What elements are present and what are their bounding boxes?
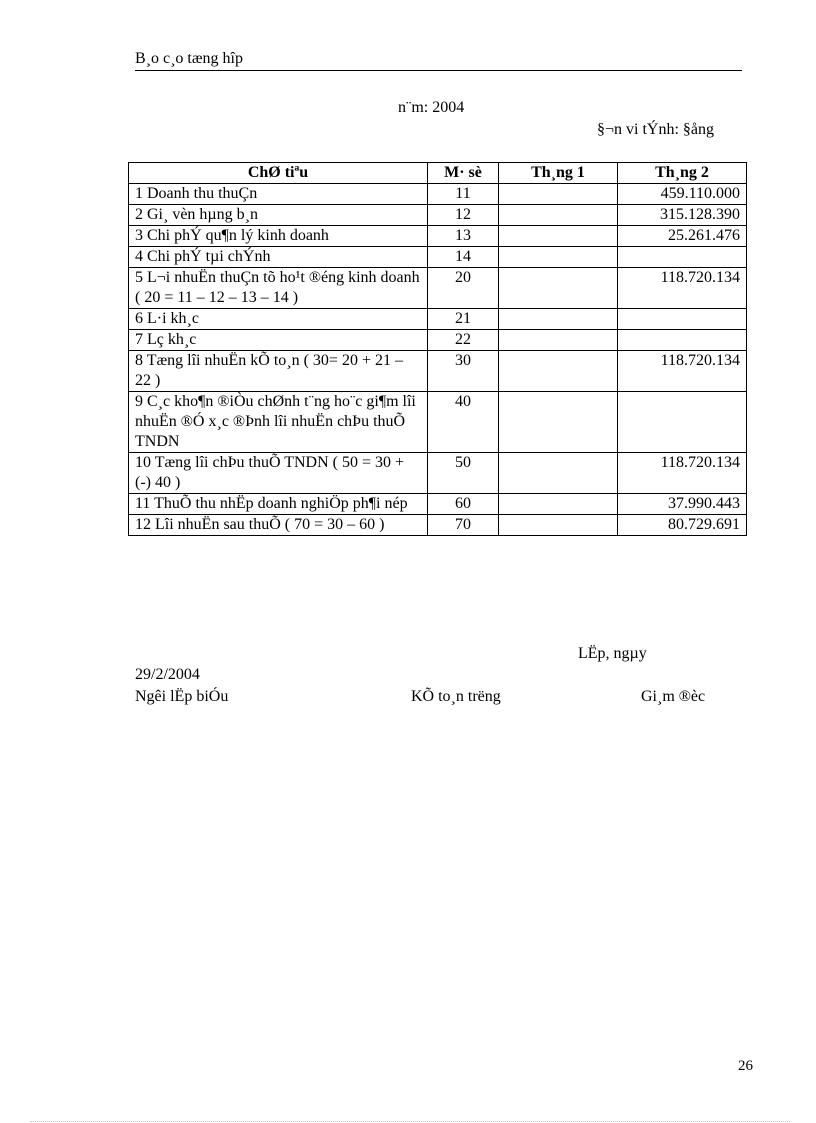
table-row [129, 330, 747, 351]
row-month-1 [499, 247, 618, 268]
row-month-2: 118.720.134 [618, 351, 747, 392]
row-item: 1 Doanh thu thuÇn [129, 184, 428, 205]
signing-date-label: LËp, ngµy [578, 645, 647, 662]
row-month-1 [499, 184, 618, 205]
signing-date: 29/2/2004 [135, 666, 200, 683]
signature-preparer: Ngêi lËp biÓu [135, 688, 229, 705]
row-item: 12 Lîi nhuËn sau thuÕ ( 70 = 30 – 60 ) [129, 515, 428, 536]
row-code: 50 [428, 453, 499, 494]
table-row [129, 268, 747, 309]
header-divider [135, 70, 742, 71]
row-item: 5 L¬i nhuËn thuÇn tõ ho¹t ®éng kinh doanh ( 20 = 11 – 12 – 13 – 14 ) [129, 268, 428, 309]
column-header-code: M· sè [428, 163, 499, 184]
row-code: 70 [428, 515, 499, 536]
row-item: 10 Tæng lîi chÞu thuÕ TNDN ( 50 = 30 + (-) 40 ) [129, 453, 428, 494]
row-month-2: 25.261.476 [618, 226, 747, 247]
row-item: 3 Chi phÝ qu¶n lý kinh doanh [129, 226, 428, 247]
row-month-1 [499, 330, 618, 351]
row-code: 30 [428, 351, 499, 392]
row-item: 6 L·i kh¸c [129, 309, 428, 330]
column-header-month-1: Th¸ng 1 [499, 163, 618, 184]
row-month-1 [499, 268, 618, 309]
row-code: 21 [428, 309, 499, 330]
page-number: 26 [738, 1058, 753, 1074]
row-code: 12 [428, 205, 499, 226]
row-month-1 [499, 392, 618, 453]
table-row [129, 392, 747, 453]
financial-report-table [128, 162, 747, 536]
table-header-row [129, 163, 747, 184]
row-month-2 [618, 330, 747, 351]
row-month-2: 118.720.134 [618, 453, 747, 494]
row-code: 14 [428, 247, 499, 268]
row-code: 11 [428, 184, 499, 205]
table-row [129, 515, 747, 536]
row-item: 11 ThuÕ thu nhËp doanh nghiÖp ph¶i nép [129, 494, 428, 515]
row-month-1 [499, 309, 618, 330]
row-code: 40 [428, 392, 499, 453]
row-code: 22 [428, 330, 499, 351]
row-month-2: 37.990.443 [618, 494, 747, 515]
row-item: 9 C¸c kho¶n ®iÒu chØnh t¨ng ho¨c gi¶m lîi nhuËn ®Ó x¸c ®Þnh lîi nhuËn chÞu thuÕ TNDN [129, 392, 428, 453]
row-month-2 [618, 309, 747, 330]
row-month-2: 80.729.691 [618, 515, 747, 536]
row-code: 60 [428, 494, 499, 515]
row-item: 4 Chi phÝ tµi chÝnh [129, 247, 428, 268]
table-row [129, 184, 747, 205]
report-year: n¨m: 2004 [398, 99, 465, 116]
row-month-2: 315.128.390 [618, 205, 747, 226]
table-row [129, 494, 747, 515]
column-header-item: ChØ tiªu [129, 163, 428, 184]
table-row [129, 351, 747, 392]
row-code: 20 [428, 268, 499, 309]
table-row [129, 226, 747, 247]
signature-chief-accountant: KÕ to¸n trëng [411, 688, 501, 705]
row-month-1 [499, 515, 618, 536]
row-month-1 [499, 226, 618, 247]
page-bottom-border [30, 1121, 790, 1122]
table-row [129, 453, 747, 494]
table-row [129, 205, 747, 226]
row-code: 13 [428, 226, 499, 247]
row-month-2 [618, 247, 747, 268]
row-month-1 [499, 494, 618, 515]
row-item: 7 Lç kh¸c [129, 330, 428, 351]
row-item: 2 Gi¸ vèn hµng b¸n [129, 205, 428, 226]
row-month-2: 118.720.134 [618, 268, 747, 309]
table-row [129, 247, 747, 268]
currency-unit: §¬n vi tÝnh: §ång [597, 121, 715, 138]
row-month-2 [618, 392, 747, 453]
table-row [129, 309, 747, 330]
row-month-1 [499, 453, 618, 494]
row-item: 8 Tæng lîi nhuËn kÕ to¸n ( 30= 20 + 21 – 22 ) [129, 351, 428, 392]
row-month-1 [499, 351, 618, 392]
column-header-month-2: Th¸ng 2 [618, 163, 747, 184]
signature-director: Gi¸m ®èc [641, 688, 706, 705]
row-month-1 [499, 205, 618, 226]
row-month-2: 459.110.000 [618, 184, 747, 205]
report-title: B¸o c¸o tæng hîp [135, 50, 243, 67]
